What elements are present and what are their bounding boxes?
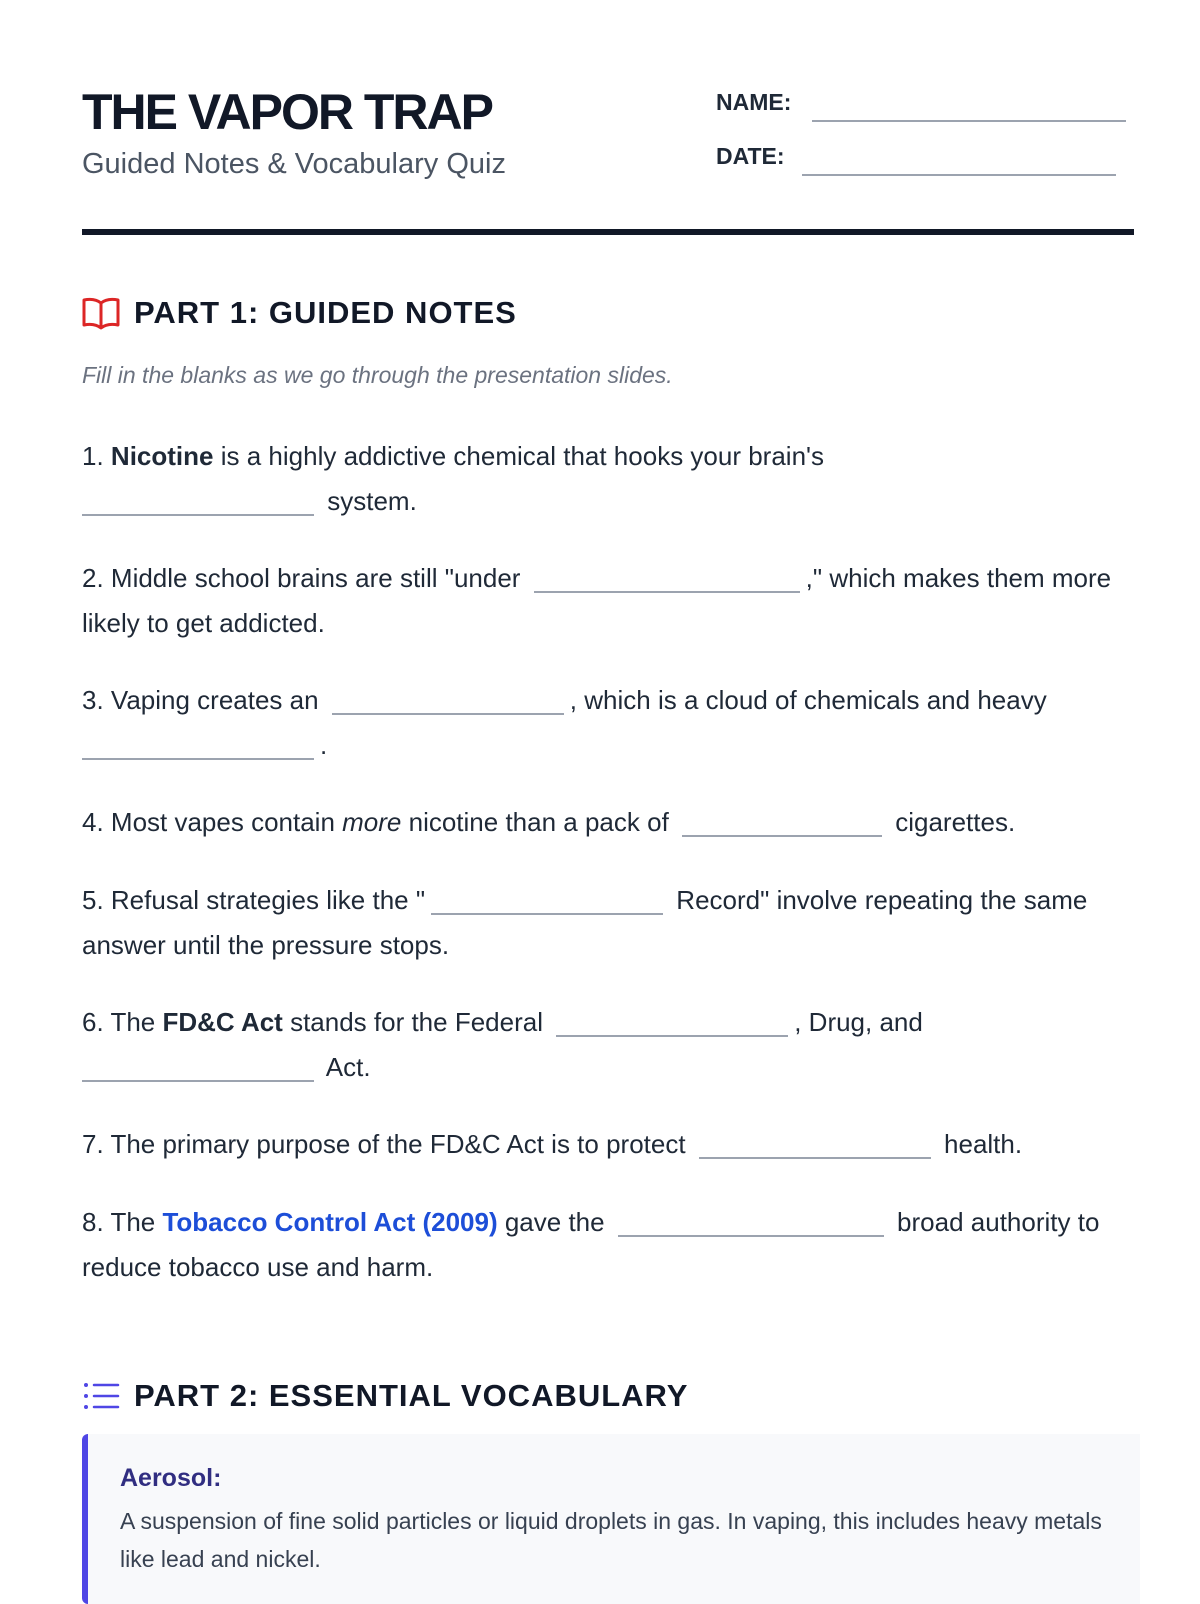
q8-text-b: gave the: [497, 1207, 612, 1237]
q6-text-c: , Drug, and: [794, 1007, 923, 1037]
part1-instructions: Fill in the blanks as we go through the presentation slides.: [82, 362, 673, 388]
q2-blank[interactable]: [534, 561, 800, 593]
worksheet-subtitle: Guided Notes & Vocabulary Quiz: [82, 148, 506, 180]
date-label: DATE:: [716, 143, 785, 169]
header-divider: [82, 229, 1134, 235]
name-blank-line[interactable]: [812, 120, 1126, 122]
q1-text-a: is a highly addictive chemical that hooks your brain's: [213, 441, 824, 471]
q5-text-a: 5. Refusal strategies like the ": [82, 885, 426, 915]
q3-text-c: .: [320, 730, 328, 760]
part2-title: PART 2: ESSENTIAL VOCABULARY: [134, 1378, 689, 1413]
q6-text-d: Act.: [320, 1052, 371, 1082]
name-label: NAME:: [716, 89, 792, 115]
q4-text-c: cigarettes.: [888, 807, 1016, 837]
question-5: [82, 878, 1134, 968]
question-6: [82, 1000, 1134, 1090]
part1-heading: [82, 291, 517, 335]
part2-heading: [82, 1374, 688, 1418]
vocab-definition: A suspension of fine solid particles or liquid droplets in gas. In vaping, this includes heavy metals like lead and nickel.: [120, 1508, 1102, 1572]
q6-blank-1[interactable]: [556, 1005, 788, 1037]
vocab-term: Aerosol:: [120, 1464, 222, 1492]
question-1: [82, 434, 1134, 524]
worksheet-header: [82, 82, 1134, 192]
q4-blank[interactable]: [682, 805, 882, 837]
date-blank-line[interactable]: [802, 174, 1116, 176]
q5-blank[interactable]: [431, 883, 663, 915]
q7-text-b: health.: [936, 1129, 1023, 1159]
q8-text-c: broad authority to reduce tobacco use and harm.: [82, 1207, 1100, 1282]
vocab-card-aerosol: [82, 1434, 1140, 1604]
q3-text-b: , which is a cloud of chemicals and heavy: [569, 685, 1047, 715]
q4-text-a: 4. Most vapes contain: [82, 807, 343, 837]
q3-blank-2[interactable]: [82, 728, 314, 760]
question-7: [82, 1122, 1134, 1167]
q4-emphasis: more: [342, 807, 402, 837]
q5-text-b: Record" involve repeating the same answer until the pressure stops.: [82, 885, 1088, 960]
q3-blank-1[interactable]: [332, 683, 564, 715]
question-8: [82, 1200, 1134, 1290]
q8-text-a: 8. The: [82, 1207, 163, 1237]
question-4: [82, 800, 1134, 845]
worksheet-title: THE VAPOR TRAP: [82, 84, 492, 140]
q1-number: 1.: [82, 441, 104, 471]
q6-text-a: 6. The: [82, 1007, 163, 1037]
question-3: [82, 678, 1134, 768]
part1-title: PART 1: GUIDED NOTES: [134, 295, 517, 330]
q1-keyword: Nicotine: [110, 441, 214, 471]
q6-blank-2[interactable]: [82, 1050, 314, 1082]
q7-blank[interactable]: [699, 1127, 931, 1159]
q2-text-a: 2. Middle school brains are still "under: [82, 563, 528, 593]
q1-text-b: system.: [320, 486, 417, 516]
q2-text-b: ," which makes them more likely to get addicted.: [82, 563, 1112, 638]
q6-text-b: stands for the Federal: [282, 1007, 551, 1037]
question-2: [82, 556, 1134, 646]
open-book-icon: [82, 294, 120, 332]
tobacco-control-act-link[interactable]: Tobacco Control Act (2009): [162, 1207, 498, 1237]
q7-text-a: 7. The primary purpose of the FD&C Act is to protect: [82, 1129, 693, 1159]
q4-text-b: nicotine than a pack of: [401, 807, 677, 837]
q8-blank[interactable]: [618, 1205, 884, 1237]
list-icon: [82, 1377, 120, 1415]
q1-blank[interactable]: [82, 484, 314, 516]
q6-keyword: FD&C Act: [162, 1007, 283, 1037]
q3-text-a: 3. Vaping creates an: [82, 685, 326, 715]
